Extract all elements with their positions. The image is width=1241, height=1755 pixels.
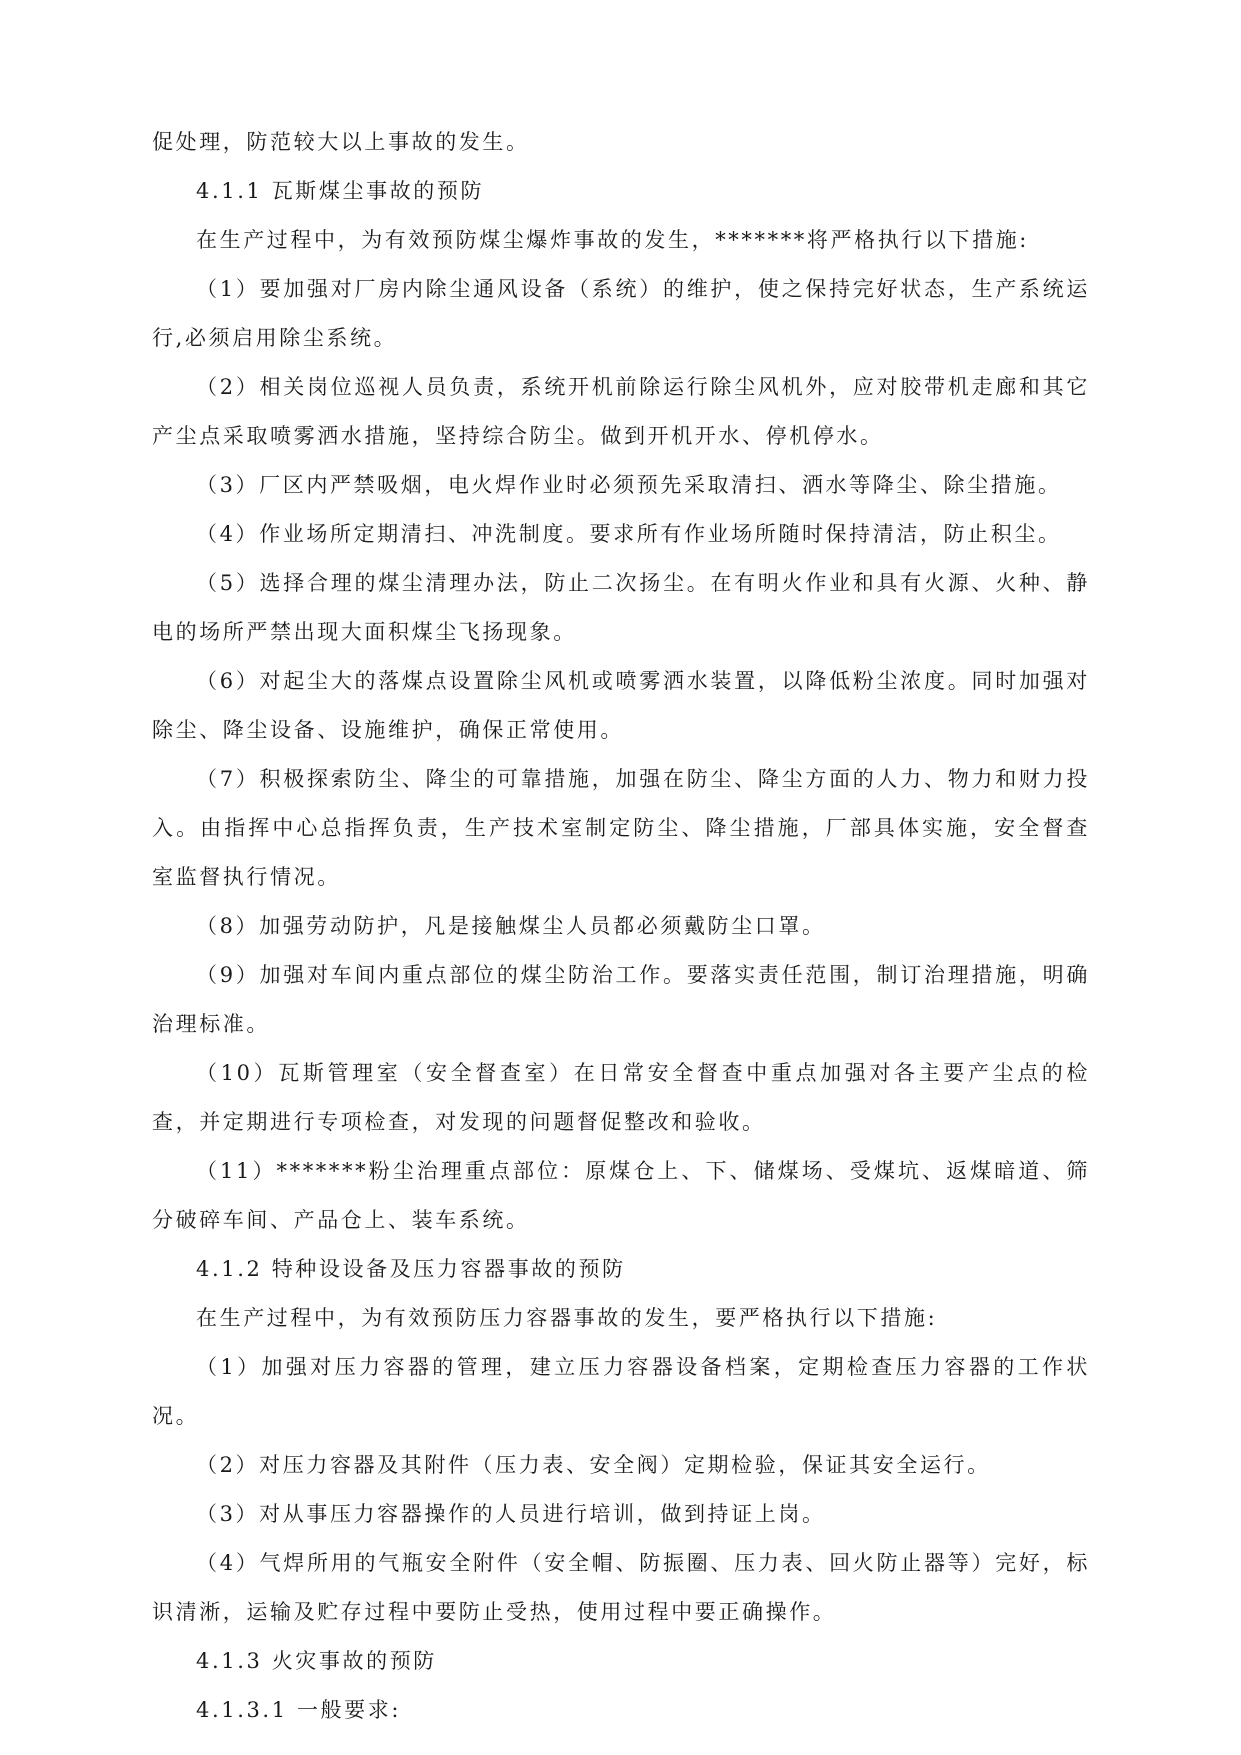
section-heading-4-1-3: 4.1.3 火灾事故的预防 bbox=[196, 1649, 437, 1673]
list-item-dust-9: （9）加强对车间内重点部位的煤尘防治工作。要落实责任范围，制订治理措施，明确治理标准。 bbox=[152, 963, 1090, 1036]
list-item-dust-1: （1）要加强对厂房内除尘通风设备（系统）的维护，使之保持完好状态，生产系统运行,必须启用除尘系统。 bbox=[152, 277, 1090, 350]
list-item-dust-2: （2）相关岗位巡视人员负责，系统开机前除运行除尘风机外，应对胶带机走廊和其它产尘点采取喷雾洒水措施，坚持综合防尘。做到开机开水、停机停水。 bbox=[152, 375, 1090, 448]
paragraph-continuation: 促处理，防范较大以上事故的发生。 bbox=[152, 130, 530, 154]
list-item-dust-10: （10）瓦斯管理室（安全督查室）在日常安全督查中重点加强对各主要产尘点的检查，并定期进行专项检查，对发现的问题督促整改和验收。 bbox=[152, 1061, 1090, 1134]
list-item-pressure-2: （2）对压力容器及其附件（压力表、安全阀）定期检验，保证其安全运行。 bbox=[196, 1453, 991, 1477]
section-heading-4-1-2: 4.1.2 特种设设备及压力容器事故的预防 bbox=[196, 1257, 626, 1281]
list-item-pressure-3: （3）对从事压力容器操作的人员进行培训，做到持证上岗。 bbox=[196, 1502, 826, 1526]
list-item-dust-3: （3）厂区内严禁吸烟，电火焊作业时必须预先采取清扫、洒水等降尘、除尘措施。 bbox=[196, 473, 1062, 497]
list-item-dust-6: （6）对起尘大的落煤点设置除尘风机或喷雾洒水装置，以降低粉尘浓度。同时加强对除尘、降尘设备、设施维护，确保正常使用。 bbox=[152, 669, 1090, 742]
list-item-pressure-1: （1）加强对压力容器的管理，建立压力容器设备档案，定期检查压力容器的工作状况。 bbox=[152, 1355, 1090, 1428]
paragraph-intro-dust: 在生产过程中，为有效预防煤尘爆炸事故的发生，*******将严格执行以下措施: bbox=[196, 228, 1029, 252]
document-body bbox=[152, 118, 1090, 1735]
list-item-dust-4: （4）作业场所定期清扫、冲洗制度。要求所有作业场所随时保持清洁，防止积尘。 bbox=[196, 522, 1062, 546]
section-heading-4-1-1: 4.1.1 瓦斯煤尘事故的预防 bbox=[196, 179, 485, 203]
list-item-dust-8: （8）加强劳动防护，凡是接触煤尘人员都必须戴防尘口罩。 bbox=[196, 914, 826, 938]
list-item-dust-5: （5）选择合理的煤尘清理办法，防止二次扬尘。在有明火作业和具有火源、火种、静电的场所严禁出现大面积煤尘飞扬现象。 bbox=[152, 571, 1090, 644]
section-heading-4-1-3-1: 4.1.3.1 一般要求: bbox=[196, 1698, 402, 1722]
paragraph-intro-pressure: 在生产过程中，为有效预防压力容器事故的发生，要严格执行以下措施: bbox=[196, 1306, 938, 1330]
list-item-pressure-4: （4）气焊所用的气瓶安全附件（安全帽、防振圈、压力表、回火防止器等）完好，标识清淅，运输及贮存过程中要防止受热，使用过程中要正确操作。 bbox=[152, 1551, 1090, 1624]
list-item-dust-7: （7）积极探索防尘、降尘的可靠措施，加强在防尘、降尘方面的人力、物力和财力投入。由指挥中心总指挥负责，生产技术室制定防尘、降尘措施，厂部具体实施，安全督查室监督执行情况。 bbox=[152, 767, 1090, 889]
list-item-dust-11: （11）*******粉尘治理重点部位：原煤仓上、下、储煤场、受煤坑、返煤暗道、筛分破碎车间、产品仓上、装车系统。 bbox=[152, 1159, 1090, 1232]
